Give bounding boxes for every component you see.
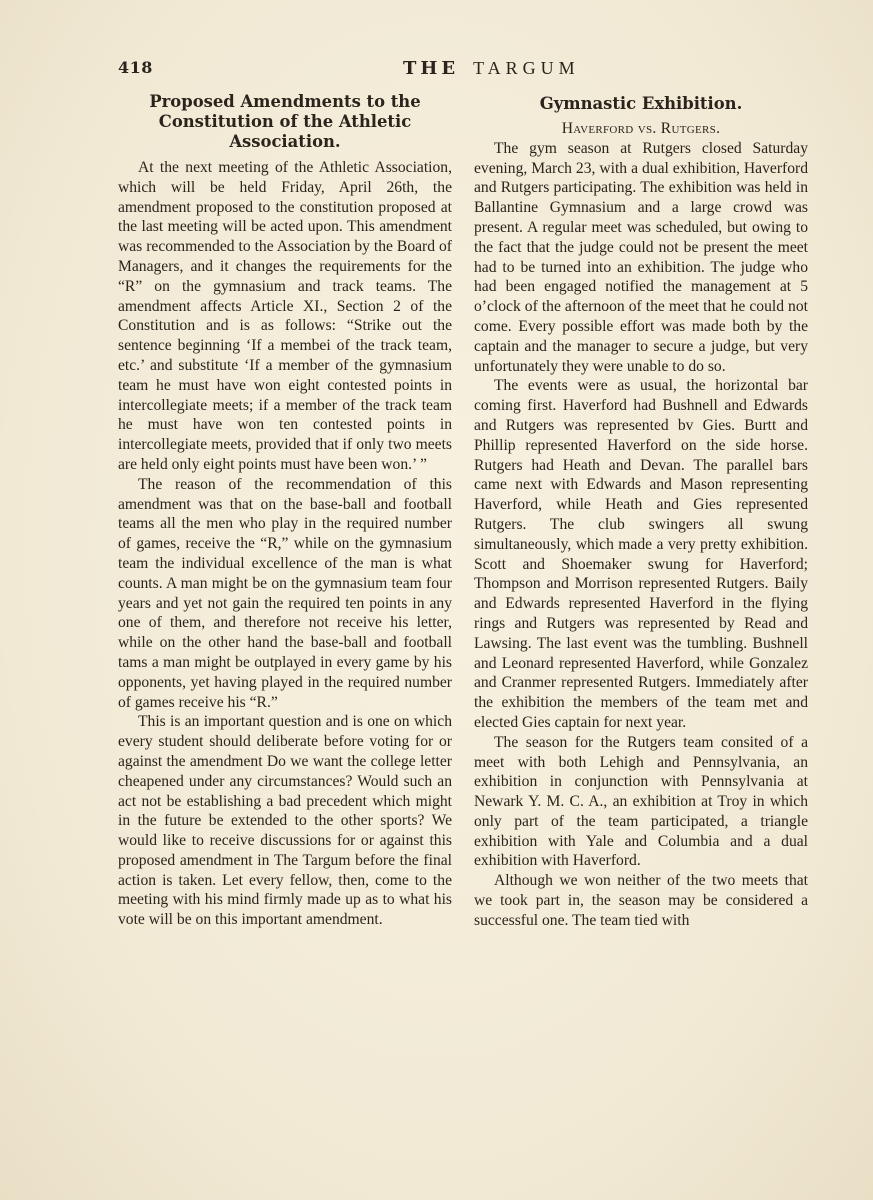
- amendments-article-title: Proposed Amendments to the Constitution of the Athletic Association.: [149, 92, 421, 151]
- gymnastic-paragraph: The season for the Rutgers team consited of a meet with both Lehigh and Pennsylvania, an exhibition in conjunction with Pennsylvania at Newark Y. M. C. A., an exhibition at Troy in which only part of the team participated, a triangle exhibition with Yale and Columbia and a dual exhibition with Haverford.: [474, 733, 808, 870]
- gymnastic-article-subtitle: Haverford vs. Rutgers.: [561, 120, 721, 137]
- publication-title: [403, 58, 580, 79]
- amendments-paragraph: At the next meeting of the Athletic Association, which will be held Friday, April 26th, the amendment proposed to the constitution proposed at the last meeting will be acted upon. This amendment was recommended to the Association by the Board of Managers, and it changes the requirements for the “R” on the gymnasium and track teams. The amendment affects Article XI., Section 2 of the Constitution and is as follows: “Strike out the sentence beginning ‘If a membei of the track team, etc.’ and substitute ‘If a member of the gymnasium team he must have won eight contested points in intercollegiate meets; if a member of the track team he must have won ten contested points in intercollegiate meets, provided that if only two meets are held only eight points must have been won.’ ”: [118, 159, 452, 473]
- amendments-paragraph: The reason of the recommendation of this amendment was that on the base-ball and football teams all the men who play in the required number of games, receive the “R,” while on the gymnasium team the individual excellence of the man is what counts. A man might be on the gymnasium team four years and yet not gain the required ten points in any one of them, and therefore not receive his letter, while on the other hand the base-ball and football tams a man might be outplayed in every game by his opponents, yet having played in the required number of games receive his “R.”: [118, 475, 452, 711]
- amendments-paragraph: This is an important question and is one on which every student should deliberate before voting for or against the amendment Do we want the college letter cheapened under any circumstances? Would such an act not be establishing a bad precedent which might in the future be extended to the other sports? We would like to receive discussions for or against this proposed amendment in The Targum before the final action is taken. Let every fellow, then, come to the meeting with his mind firmly made up as to what his vote will be on this important amendment.: [118, 713, 452, 929]
- gymnastic-paragraph: Although we won neither of the two meets that we took part in, the season may be considered a successful one. The team tied with: [474, 872, 808, 929]
- page-number: 418: [118, 58, 153, 77]
- publication-title-name: TARGUM: [473, 58, 580, 78]
- publication-title-the: THE: [403, 58, 460, 79]
- gymnastic-paragraph: The events were as usual, the horizontal bar coming first. Haverford had Bushnell and Edwards and Rutgers was represented bv Gies. Burtt and Phillip represented Haverford on the side horse. Rutgers had Heath and Devan. The parallel bars came next with Edwards and Mason representing Haverford, while Heath and Gies represented Rutgers. The club swingers all swung simultaneously, which made a very pretty exhibition. Scott and Shoemaker swung for Haverford; Thompson and Morrison represented Rutgers. Baily and Edwards represented Haverford in the flying rings and Rutgers was represented by Read and Lawsing. The last event was the tumbling. Bushnell and Leonard represented Haverford, while Gonzalez and Cranmer represented Rutgers. Immediately after the exhibition the members of the team met and elected Gies captain for next year.: [474, 377, 808, 731]
- running-header: [118, 58, 808, 82]
- gymnastic-article-title: Gymnastic Exhibition.: [539, 94, 743, 113]
- right-column: [474, 92, 808, 931]
- gymnastic-paragraph: The gym season at Rutgers closed Saturday evening, March 23, with a dual exhibition, Haverford and Rutgers participating. The exhibition was held in Ballantine Gymnasium and a large crowd was present. A regular meet was scheduled, but owing to the fact that the judge could not be present the meet had to be turned into an exhibition. The judge who had been engaged notified the management at 5 o’clock of the afternoon of the meet that he could not come. Every possible effort was made both by the captain and the manager to secure a judge, but very unfortunately they were unable to do so.: [474, 139, 808, 375]
- left-column: [118, 92, 452, 930]
